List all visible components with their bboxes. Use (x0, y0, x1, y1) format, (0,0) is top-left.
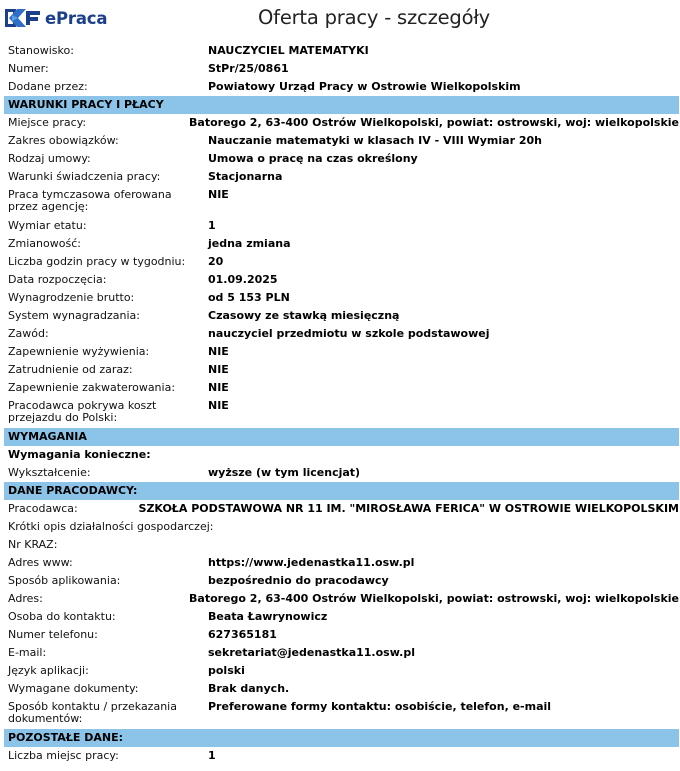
detail-row (4, 361, 679, 379)
detail-row (4, 217, 679, 235)
field-label: Warunki świadczenia pracy: (8, 170, 161, 183)
field-label: Zakres obowiązków: (8, 134, 119, 147)
detail-row (4, 590, 679, 608)
page-header (0, 0, 680, 40)
field-value: Preferowane formy kontaktu: osobiście, telefon, e-mail (208, 700, 552, 713)
field-label: Sposób aplikowania: (8, 574, 121, 587)
field-label: Numer: (8, 62, 49, 75)
detail-row (4, 626, 679, 644)
field-label: Zawód: (8, 327, 49, 340)
field-value: NIE (208, 381, 229, 394)
field-label: Zatrudnienie od zaraz: (8, 363, 133, 376)
detail-row (4, 680, 679, 698)
detail-row (4, 608, 679, 626)
detail-row (4, 132, 679, 150)
field-value: 20 (208, 255, 224, 268)
field-value: od 5 153 PLN (208, 291, 290, 304)
field-label: Liczba godzin pracy w tygodniu: (8, 255, 186, 268)
field-value: Stacjonarna (208, 170, 283, 183)
field-label: Wymagane dokumenty: (8, 682, 139, 695)
field-value: 1 (208, 219, 216, 232)
detail-row (4, 325, 679, 343)
field-label: Język aplikacji: (8, 664, 89, 677)
detail-row (4, 114, 679, 132)
detail-row (4, 168, 679, 186)
detail-row (4, 644, 679, 662)
phone-number: 627365181 (208, 628, 277, 641)
field-label: Zapewnienie zakwaterowania: (8, 381, 176, 394)
field-label: Krótki opis działalności gospodarczej: (8, 520, 214, 533)
field-value (204, 536, 679, 554)
section-header-pracodawca: DANE PRACODAWCY: (4, 482, 679, 500)
field-label: Zmianowość: (8, 237, 81, 250)
subheading-required: Wymagania konieczne: (8, 448, 151, 461)
field-value: NIE (208, 188, 229, 201)
field-value: SZKOŁA PODSTAWOWA NR 11 IM. "MIROSŁAWA FERICA" W OSTROWIE WIELKOPOLSKIM (138, 502, 679, 515)
field-label: E-mail: (8, 646, 47, 659)
detail-row (4, 572, 679, 590)
field-label: Data rozpoczęcia: (8, 273, 107, 286)
field-value: NIE (208, 399, 229, 412)
field-label: Rodzaj umowy: (8, 152, 91, 165)
detail-row (4, 464, 679, 482)
field-label: Numer telefonu: (8, 628, 98, 641)
field-label: Praca tymczasowa oferowana przez agencję: (8, 188, 172, 213)
field-value: Brak danych. (208, 682, 290, 695)
field-label: Stanowisko: (8, 44, 74, 57)
email-link[interactable]: sekretariat@jedenastka11.osw.pl (208, 646, 416, 659)
detail-row (4, 500, 679, 518)
detail-row (4, 235, 679, 253)
epraca-logo-icon (4, 7, 42, 29)
section-header-warunki: WARUNKI PRACY I PŁACY (4, 96, 679, 114)
field-value: NIE (208, 363, 229, 376)
field-value: Czasowy ze stawką miesięczną (208, 309, 400, 322)
detail-row (4, 379, 679, 397)
detail-row (4, 343, 679, 361)
detail-row (4, 698, 679, 729)
field-value: polski (208, 664, 245, 677)
field-value: 1 (208, 749, 216, 762)
detail-row-dodane-przez (4, 78, 679, 96)
field-label: Pracodawca pokrywa koszt przejazdu do Polski: (8, 399, 157, 424)
field-label: Adres: (8, 592, 43, 605)
field-value: StPr/25/0861 (208, 62, 289, 75)
field-value: 01.09.2025 (208, 273, 278, 286)
field-value: NIE (208, 345, 229, 358)
field-value: NAUCZYCIEL MATEMATYKI (208, 44, 369, 57)
field-label: Wymiar etatu: (8, 219, 87, 232)
field-label: Wynagrodzenie brutto: (8, 291, 135, 304)
page-title: Oferta pracy - szczegóły (258, 6, 490, 29)
field-label: Liczba miejsc pracy: (8, 749, 119, 762)
detail-row (4, 536, 679, 554)
field-value: Batorego 2, 63-400 Ostrów Wielkopolski, powiat: ostrowski, woj: wielkopolskie (189, 116, 679, 129)
detail-row (4, 150, 679, 168)
field-value: jedna zmiana (208, 237, 291, 250)
field-label: Wykształcenie: (8, 466, 91, 479)
epraca-logo[interactable] (4, 7, 107, 29)
detail-row (4, 307, 679, 325)
detail-row-stanowisko (4, 42, 679, 60)
field-value: Batorego 2, 63-400 Ostrów Wielkopolski, powiat: ostrowski, woj: wielkopolskie (189, 592, 679, 605)
website-link[interactable]: https://www.jedenastka11.osw.pl (208, 556, 415, 569)
field-value: wyższe (w tym licencjat) (208, 466, 361, 479)
detail-row-numer (4, 60, 679, 78)
field-value: Powiatowy Urząd Pracy w Ostrowie Wielkopolskim (208, 80, 521, 93)
field-label: Miejsce pracy: (8, 116, 87, 129)
field-label: Nr KRAZ: (8, 538, 58, 551)
detail-row (4, 747, 679, 765)
section-header-pozostale: POZOSTAŁE DANE: (4, 729, 679, 747)
field-label: System wynagradzania: (8, 309, 140, 322)
detail-row (4, 289, 679, 307)
section-header-wymagania: WYMAGANIA (4, 428, 679, 446)
field-value: bezpośrednio do pracodawcy (208, 574, 389, 587)
offer-details (4, 42, 679, 765)
detail-row (4, 554, 679, 572)
logo-text: ePraca (45, 8, 108, 28)
detail-row (4, 271, 679, 289)
field-label: Pracodawca: (8, 502, 78, 515)
field-label: Osoba do kontaktu: (8, 610, 116, 623)
detail-row (4, 662, 679, 680)
field-label: Zapewnienie wyżywienia: (8, 345, 150, 358)
detail-row (4, 253, 679, 271)
field-value: Nauczanie matematyki w klasach IV - VIII Wymiar 20h (208, 134, 542, 147)
field-label: Adres www: (8, 556, 73, 569)
field-label: Dodane przez: (8, 80, 88, 93)
detail-row (4, 397, 679, 428)
field-value: nauczyciel przedmiotu w szkole podstawowej (208, 327, 490, 340)
detail-row (4, 186, 679, 217)
field-value: Umowa o pracę na czas określony (208, 152, 418, 165)
field-label: Sposób kontaktu / przekazania dokumentów: (8, 700, 177, 725)
detail-row (4, 518, 679, 536)
field-value: Beata Ławrynowicz (208, 610, 328, 623)
